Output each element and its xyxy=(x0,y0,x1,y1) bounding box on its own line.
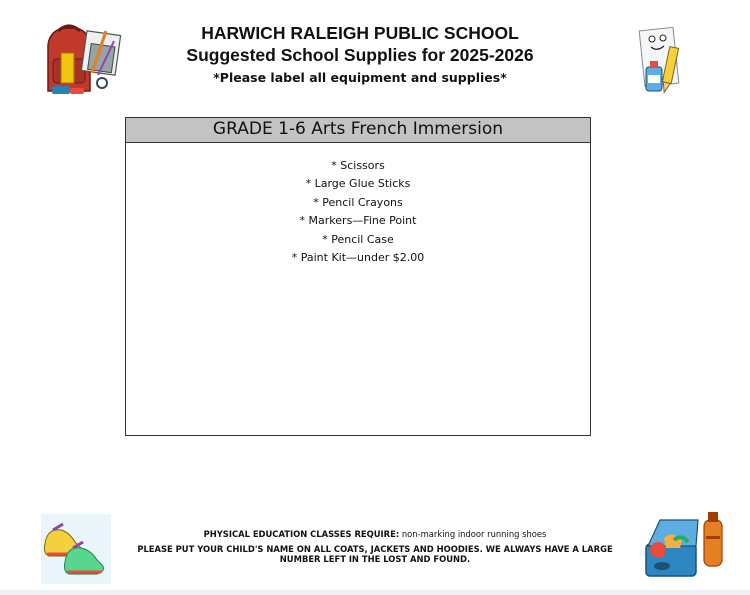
pe-label: PHYSICAL EDUCATION CLASSES REQUIRE: xyxy=(203,529,400,539)
grade-heading: GRADE 1-6 Arts French Immersion xyxy=(126,118,590,143)
supply-item: * Paint Kit—under $2.00 xyxy=(291,251,425,265)
lunchbox-clipart xyxy=(640,510,728,580)
supply-list-box xyxy=(125,117,591,436)
supply-item: * Large Glue Sticks xyxy=(305,177,411,191)
document-footer xyxy=(118,529,632,564)
pe-value: non-marking indoor running shoes xyxy=(401,529,547,539)
supply-item: * Pencil Crayons xyxy=(313,195,403,209)
label-note: *Please label all equipment and supplies* xyxy=(213,70,507,85)
supply-item: * Markers—Fine Point xyxy=(299,214,417,228)
supply-item: * Scissors xyxy=(331,159,385,172)
viewer-bottom-edge xyxy=(0,590,750,595)
document-subtitle: Suggested School Supplies for 2025-2026 xyxy=(186,45,534,65)
supply-list xyxy=(126,143,590,267)
backpack-supplies-clipart xyxy=(44,23,126,97)
glue-pencil-clipart xyxy=(636,25,692,97)
supply-item: * Pencil Case xyxy=(322,232,394,246)
document-header xyxy=(150,22,570,89)
pe-requirement xyxy=(118,529,632,540)
school-name: HARWICH RALEIGH PUBLIC SCHOOL xyxy=(201,23,519,43)
running-shoes-clipart xyxy=(41,514,111,584)
name-notice: PLEASE PUT YOUR CHILD'S NAME ON ALL COATS, JACKETS AND HOODIES. WE ALWAYS HAVE A LARGE NUMBER LEFT IN THE LOST AND FOUND. xyxy=(137,544,613,564)
